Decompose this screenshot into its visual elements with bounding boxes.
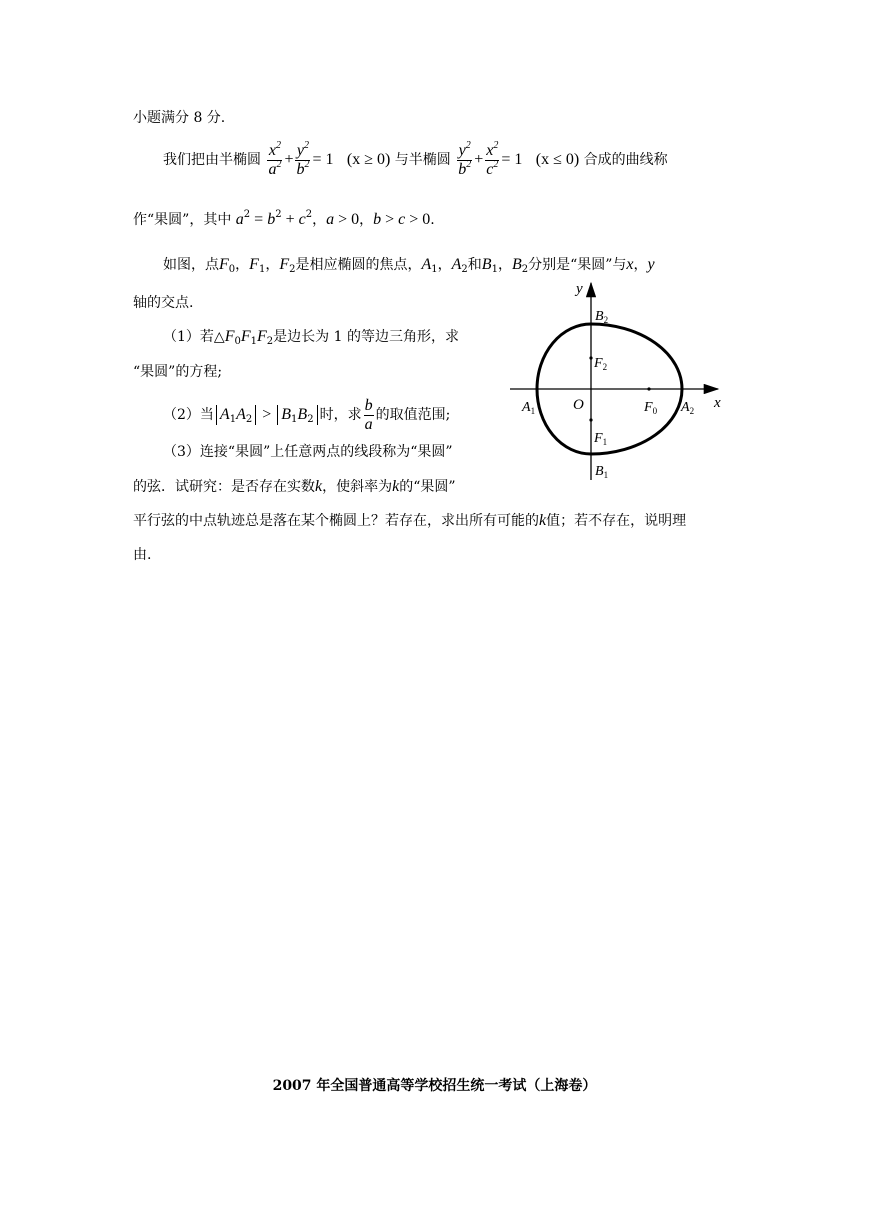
paragraph-points-cont: 轴的交点.: [133, 295, 194, 311]
question-3-line-2: 的弦．试研究：是否存在实数k，使斜率为k的“果圆”: [133, 478, 456, 495]
question-3-line-4: 由.: [133, 547, 152, 563]
abs-b1b2: $B_1B_2$: [277, 405, 317, 425]
question-3-line-1: （3）连接“果圆”上任意两点的线段称为“果圆”: [163, 444, 453, 460]
points-text-4: 分别是“果圆”与: [528, 257, 627, 273]
def-text-middle: 与半椭圆: [394, 152, 451, 168]
fraction-y2-b2-second: $\frac{y^2}{b^2}$: [458, 139, 472, 178]
def-text-before: 我们把由半椭圆: [163, 152, 261, 168]
label-origin: O: [573, 397, 584, 413]
label-b2: $B_2$: [595, 309, 609, 325]
q2-text-before: （2）当: [163, 407, 214, 423]
paragraph-fruit-ellipse: 作“果圆”，其中 $a^2 = b^2 + c^2$，a > 0，b > c > 0.: [133, 209, 435, 228]
label-b1: $B_1$: [595, 464, 609, 480]
points-text-1: 如图，点: [163, 257, 219, 273]
def-text-after: 合成的曲线称: [583, 152, 668, 168]
fraction-b-over-a: $\frac{b}{a}$: [364, 396, 373, 433]
label-x-axis: x: [714, 395, 721, 411]
points-text-3: 和: [467, 257, 482, 273]
q1-text-before: （1）若△: [163, 329, 225, 345]
q2-text-middle: 时，求: [319, 407, 362, 423]
q3-text-2b: ，使斜率为: [322, 479, 393, 495]
focus-f2-point: [589, 356, 592, 359]
label-y-axis: y: [576, 281, 583, 297]
question-3-line-3: 平行弦的中点轨迹总是落在某个椭圆上？若存在，求出所有可能的k值；若不存在，说明理: [133, 512, 687, 529]
fruit-ellipse-figure: [500, 275, 740, 490]
question-2: （2）当 $A_1A_2 > B_1B_2$ 时，求 $\frac{b}{a}$ 的取值范围;: [163, 396, 451, 433]
condition-x-nonpos: (x ≤ 0): [535, 151, 580, 168]
abs-a1a2: $A_1A_2$: [216, 405, 256, 425]
q3-text-3b: 值；若不存在，说明理: [546, 513, 687, 529]
formula-a2-b2-c2: a: [235, 211, 244, 228]
fraction-x2-a2: $\frac{x^2}{a^2}$: [268, 139, 282, 178]
q2-text-after: 的取值范围;: [375, 407, 451, 423]
question-1: （1）若$\triangle F_0F_1F_2$是边长为 1 的等边三角形，求: [163, 328, 459, 347]
q3-text-2a: 的弦．试研究：是否存在实数: [133, 479, 315, 495]
condition-x-nonneg: (x ≥ 0): [346, 151, 391, 168]
q1-text-after: 是边长为 1 的等边三角形，求: [273, 329, 459, 345]
q3-text-3a: 平行弦的中点轨迹总是落在某个椭圆上？若存在，求出所有可能的: [133, 513, 539, 529]
fraction-y2-b2: $\frac{y^2}{b^2}$: [296, 139, 310, 178]
label-f2: $F_2$: [594, 356, 608, 372]
q3-text-2c: 的“果圆”: [399, 479, 456, 495]
focus-f0-point: [647, 387, 650, 390]
label-a1: $A_1$: [522, 400, 536, 416]
paragraph-points: 如图，点$F_0$，$F_1$，$F_2$是相应椭圆的焦点，$A_1$，$A_2$和$B_1$，$B_2$分别是“果圆”与x，y: [163, 256, 655, 275]
paragraph-definition: 我们把由半椭圆 $\frac{x^2}{a^2}$ + $\frac{y^2}{b^2}$ = 1 (x ≥ 0) 与半椭圆 $\frac{y^2}{b^2}$ + $\frac{x^2}{c^2}$ = 1 (x ≤ 0) 合成的曲线称: [163, 139, 668, 178]
question-1-cont: “果圆”的方程;: [133, 364, 223, 380]
fruit-text-after: .: [430, 212, 435, 228]
label-a2: $A_2$: [681, 400, 695, 416]
label-f0: $F_0$: [644, 400, 658, 416]
fraction-x2-c2: $\frac{x^2}{c^2}$: [486, 139, 499, 178]
focus-f1-point: [589, 418, 592, 421]
points-text-2: 是相应椭圆的焦点，: [295, 257, 422, 273]
exam-heading: 2007 年全国普通高等学校招生统一考试（上海卷）: [272, 1078, 597, 1094]
fruit-text-before: 作“果圆”，其中: [133, 212, 232, 228]
label-f1: $F_1$: [594, 431, 608, 447]
intro-line: 小题满分 8 分.: [133, 110, 226, 126]
